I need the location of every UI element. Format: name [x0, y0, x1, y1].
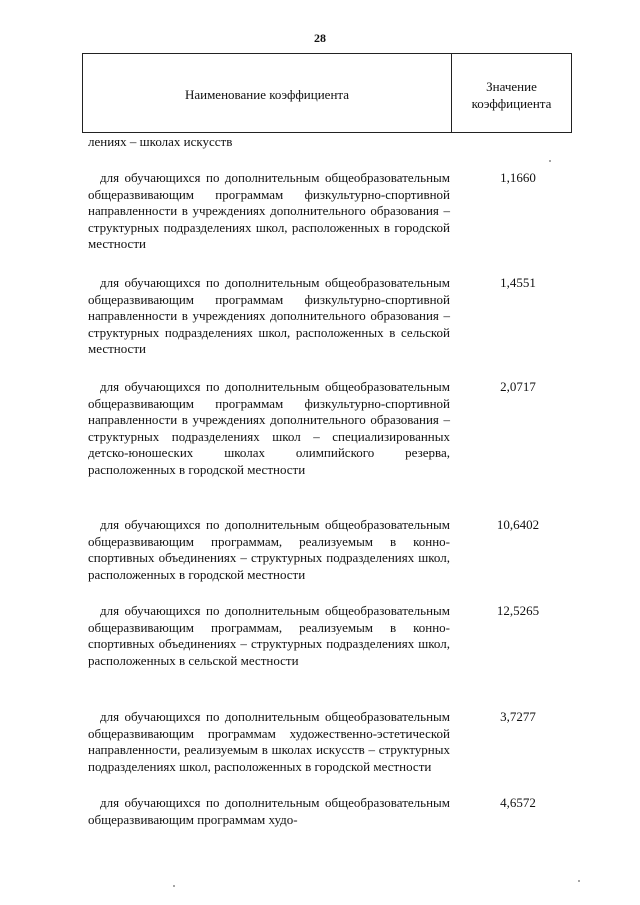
- coefficient-value: 10,6402: [496, 517, 540, 532]
- coefficient-value: 12,5265: [496, 603, 540, 618]
- coefficient-name: для обучающихся по дополнительным общеобразовательным общеразвивающим программам, реализуемым в конно-спортивных объединениях – структурных подразделениях школ, расположенных в городской местности: [88, 517, 450, 582]
- coefficient-name: для обучающихся по дополнительным общеобразовательным общеразвивающим программам физкультурно-спортивной направленности в учреждениях дополнительного образования – структурных подразделениях школ – специализированных детско-юношеских школах олимпийского резерва, расположенных в городской местности: [88, 379, 450, 477]
- coefficient-name: для обучающихся по дополнительным общеобразовательным общеразвивающим программам, реализуемым в конно-спортивных объединениях – структурных подразделениях школ, расположенных в сельской местности: [88, 603, 450, 668]
- coefficient-value: 3,7277: [500, 709, 536, 724]
- scan-artifact: [173, 885, 175, 887]
- coefficient-value: 1,4551: [500, 275, 536, 290]
- page-number: 28: [314, 31, 326, 45]
- header-coefficient-name: Наименование коэффициента: [83, 54, 452, 132]
- coefficient-value: 1,1660: [500, 170, 536, 185]
- coefficient-name: для обучающихся по дополнительным общеобразовательным общеразвивающим программам художественно-эстетической направленности, реализуемым в школах искусств – структурных подразделениях школ, расположенных в городской местности: [88, 709, 450, 774]
- continuation-text: лениях – школах искусств: [88, 134, 233, 149]
- header-value-line2: коэффициента: [471, 96, 552, 111]
- scan-artifact: [549, 160, 551, 162]
- table-header: [82, 53, 572, 133]
- header-value-line1: Значение: [486, 79, 537, 94]
- coefficient-name: для обучающихся по дополнительным общеобразовательным общеразвивающим программам худо-: [88, 795, 450, 827]
- coefficient-name: для обучающихся по дополнительным общеобразовательным общеразвивающим программам физкультурно-спортивной направленности в учреждениях дополнительного образования – структурных подразделениях школ, расположенных в сельской местности: [88, 275, 450, 357]
- coefficient-value: 2,0717: [500, 379, 536, 394]
- coefficient-value: 4,6572: [500, 795, 536, 810]
- scan-artifact: [578, 880, 580, 882]
- coefficient-name: для обучающихся по дополнительным общеобразовательным общеразвивающим программам физкультурно-спортивной направленности в учреждениях дополнительного образования – структурных подразделениях школ, расположенных в городской местности: [88, 170, 450, 252]
- header-coefficient-value: [452, 54, 571, 132]
